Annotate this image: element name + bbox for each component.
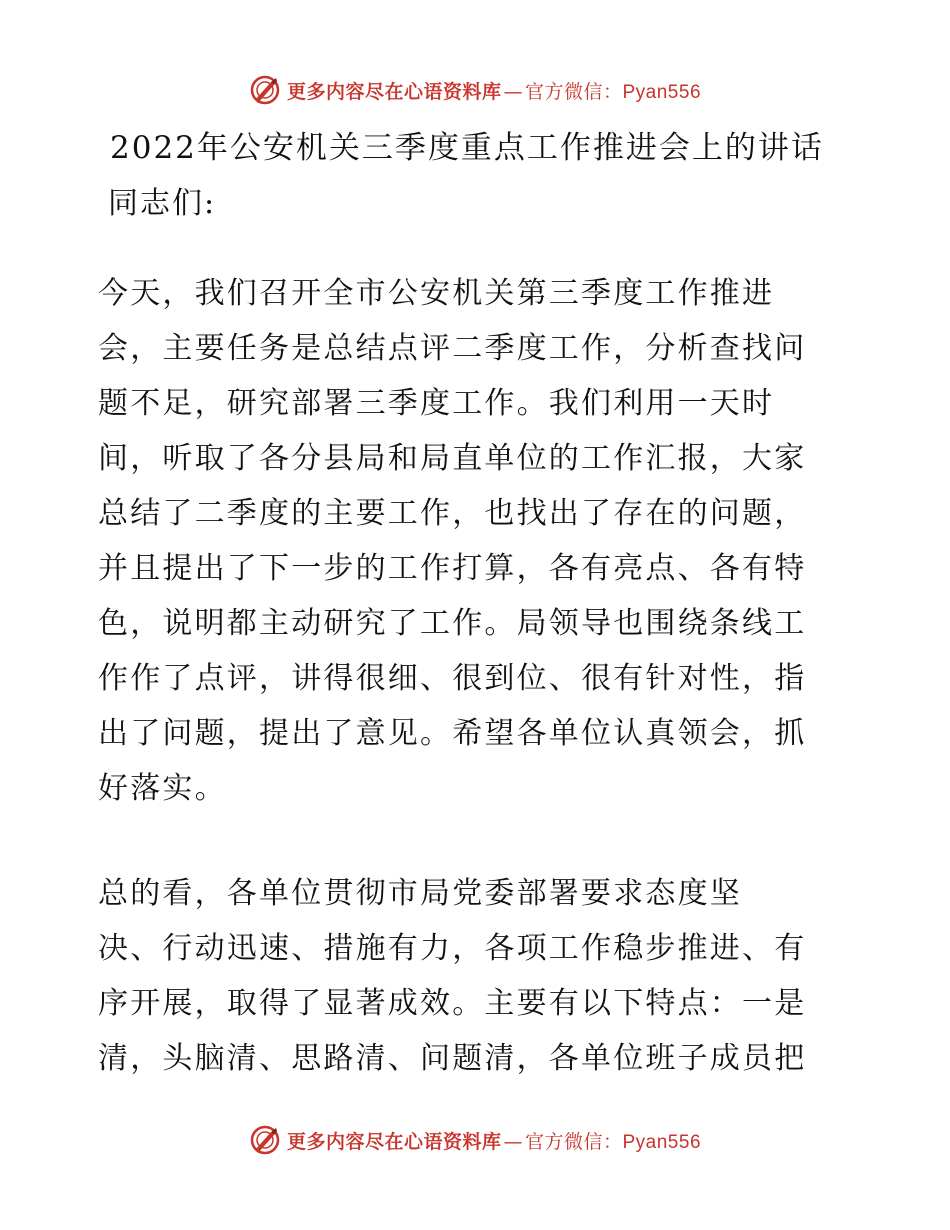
footer-watermark xyxy=(0,1120,950,1160)
watermark-main: 更多内容尽在心语资料库 xyxy=(286,80,502,103)
header-watermark xyxy=(0,70,950,110)
watermark-wechat-id: Pyan556 xyxy=(622,81,702,103)
document-title: 2022年公安机关三季度重点工作推进会上的讲话 xyxy=(110,130,824,166)
paragraph-line: 今天，我们召开全市公安机关第三季度工作推进 xyxy=(98,276,775,311)
paragraph-line: 好落实。 xyxy=(98,771,227,806)
watermark-dash: — xyxy=(503,80,523,103)
paragraph-line: 出了问题，提出了意见。希望各单位认真领会，抓 xyxy=(98,716,807,751)
watermark-text xyxy=(287,1127,701,1154)
watermark-wechat-id: Pyan556 xyxy=(622,1131,702,1153)
paragraph-line: 序开展，取得了显著成效。主要有以下特点：一是 xyxy=(98,986,807,1021)
paragraph-line: 作作了点评，讲得很细、很到位、很有针对性，指 xyxy=(98,661,807,696)
paragraph-2 xyxy=(98,866,858,1086)
watermark-official-label: 官方微信： xyxy=(524,80,623,103)
watermark-dash: — xyxy=(503,1130,523,1153)
paragraph-line: 题不足，研究部署三季度工作。我们利用一天时 xyxy=(98,386,775,421)
watermark-official-label: 官方微信： xyxy=(524,1130,623,1153)
watermark-main: 更多内容尽在心语资料库 xyxy=(286,1130,502,1153)
logo-icon xyxy=(249,74,281,106)
paragraph-line: 间，听取了各分县局和局直单位的工作汇报，大家 xyxy=(98,441,807,476)
salutation: 同志们: xyxy=(108,186,217,221)
paragraph-line: 清，头脑清、思路清、问题清，各单位班子成员把 xyxy=(98,1041,807,1076)
paragraph-line: 色，说明都主动研究了工作。局领导也围绕条线工 xyxy=(98,606,807,641)
paragraph-line: 并且提出了下一步的工作打算，各有亮点、各有特 xyxy=(98,551,807,586)
paragraph-line: 决、行动迅速、措施有力，各项工作稳步推进、有 xyxy=(98,931,807,966)
logo-icon xyxy=(249,1124,281,1156)
watermark-text xyxy=(287,77,701,104)
paragraph-line: 总结了二季度的主要工作，也找出了存在的问题， xyxy=(98,496,807,531)
paragraph-line: 总的看，各单位贯彻市局党委部署要求态度坚 xyxy=(98,876,742,911)
paragraph-1 xyxy=(98,266,858,816)
paragraph-line: 会，主要任务是总结点评二季度工作，分析查找问 xyxy=(98,331,807,366)
